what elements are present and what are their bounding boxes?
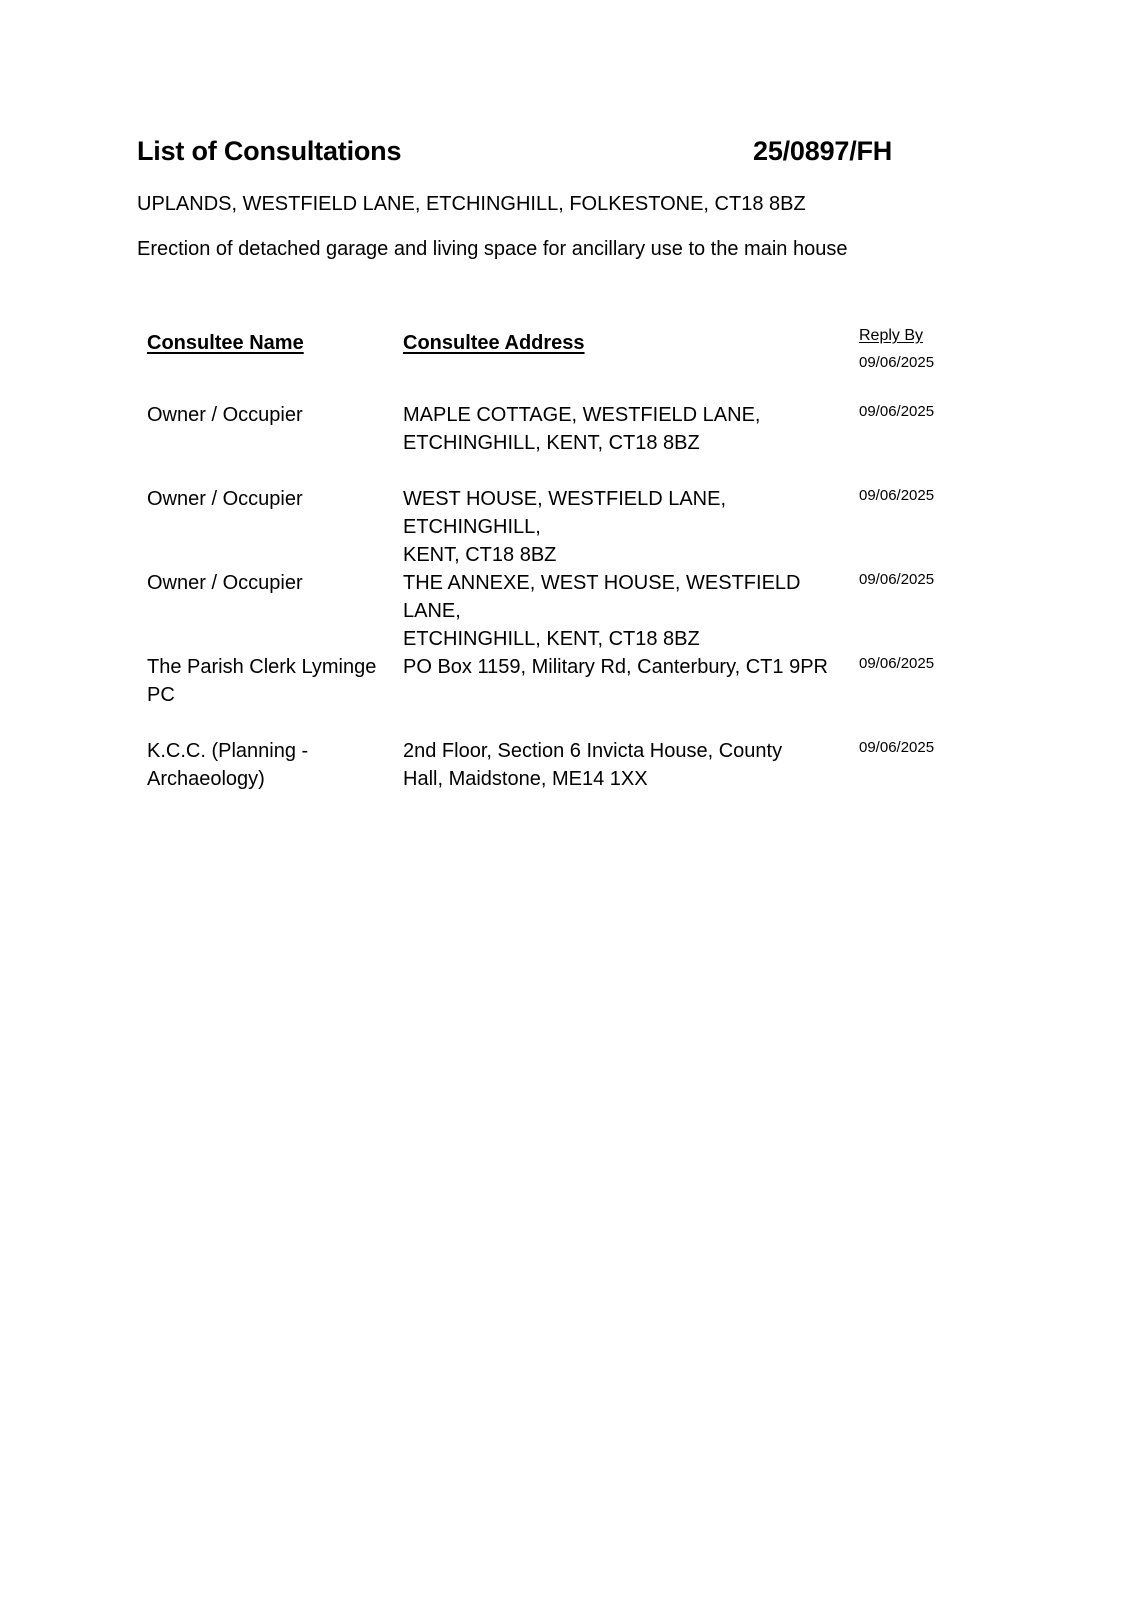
reply-by-date: 09/06/2025	[859, 487, 935, 504]
header-reply-by-date: 09/06/2025	[859, 354, 935, 371]
consultee-name-line: The Parish Clerk Lyminge	[147, 656, 377, 678]
consultee-address	[403, 737, 859, 793]
table-row	[147, 401, 977, 485]
consultee-name-line: Owner / Occupier	[147, 404, 303, 426]
reply-by-date: 09/06/2025	[859, 571, 935, 588]
table-row	[147, 569, 977, 653]
application-reference: 25/0897/FH	[753, 136, 893, 166]
site-address: UPLANDS, WESTFIELD LANE, ETCHINGHILL, FOLKESTONE, CT18 8BZ	[137, 193, 806, 215]
consultee-address-line: 2nd Floor, Section 6 Invicta House, County	[403, 740, 783, 762]
header-consultee-name: Consultee Name	[147, 332, 304, 354]
consultee-name	[147, 569, 403, 597]
reply-by-date: 09/06/2025	[859, 739, 935, 756]
consultee-name-line: Owner / Occupier	[147, 488, 303, 510]
consultee-address	[403, 569, 859, 653]
table-row	[147, 737, 977, 821]
consultee-name-line: Owner / Occupier	[147, 572, 303, 594]
consultee-name	[147, 401, 403, 429]
consultee-address-line: Hall, Maidstone, ME14 1XX	[403, 768, 648, 790]
header-reply-by-cell	[859, 325, 977, 373]
consultee-address-line: MAPLE COTTAGE, WESTFIELD LANE,	[403, 404, 761, 426]
consultee-name	[147, 737, 403, 793]
table-row	[147, 653, 977, 737]
consultee-address-line: WEST HOUSE, WESTFIELD LANE, ETCHINGHILL,	[403, 488, 727, 538]
table-row	[147, 485, 977, 569]
consultee-address-line: THE ANNEXE, WEST HOUSE, WESTFIELD LANE,	[403, 572, 801, 622]
consultee-name	[147, 653, 403, 709]
header-reply-by: Reply By	[859, 327, 924, 344]
consultee-address-line: PO Box 1159, Military Rd, Canterbury, CT1 9PR	[403, 656, 828, 678]
consultee-address-line: ETCHINGHILL, KENT, CT18 8BZ	[403, 432, 700, 454]
consultee-name-line: Archaeology)	[147, 768, 265, 790]
reply-by-date: 09/06/2025	[859, 403, 935, 420]
proposal-description: Erection of detached garage and living space for ancillary use to the main house	[137, 238, 848, 260]
consultee-address	[403, 401, 859, 457]
consultee-address	[403, 653, 859, 681]
consultee-address-line: ETCHINGHILL, KENT, CT18 8BZ	[403, 628, 700, 650]
consultee-address	[403, 485, 859, 569]
consultee-name	[147, 485, 403, 513]
page-title: List of Consultations	[137, 136, 402, 166]
consultee-name-line: K.C.C. (Planning -	[147, 740, 309, 762]
consultee-address-line: KENT, CT18 8BZ	[403, 544, 557, 566]
reply-by-date: 09/06/2025	[859, 655, 935, 672]
table-header-row	[147, 325, 977, 401]
consultations-table	[147, 325, 977, 821]
header-consultee-address: Consultee Address	[403, 332, 585, 354]
consultee-name-line: PC	[147, 684, 175, 706]
